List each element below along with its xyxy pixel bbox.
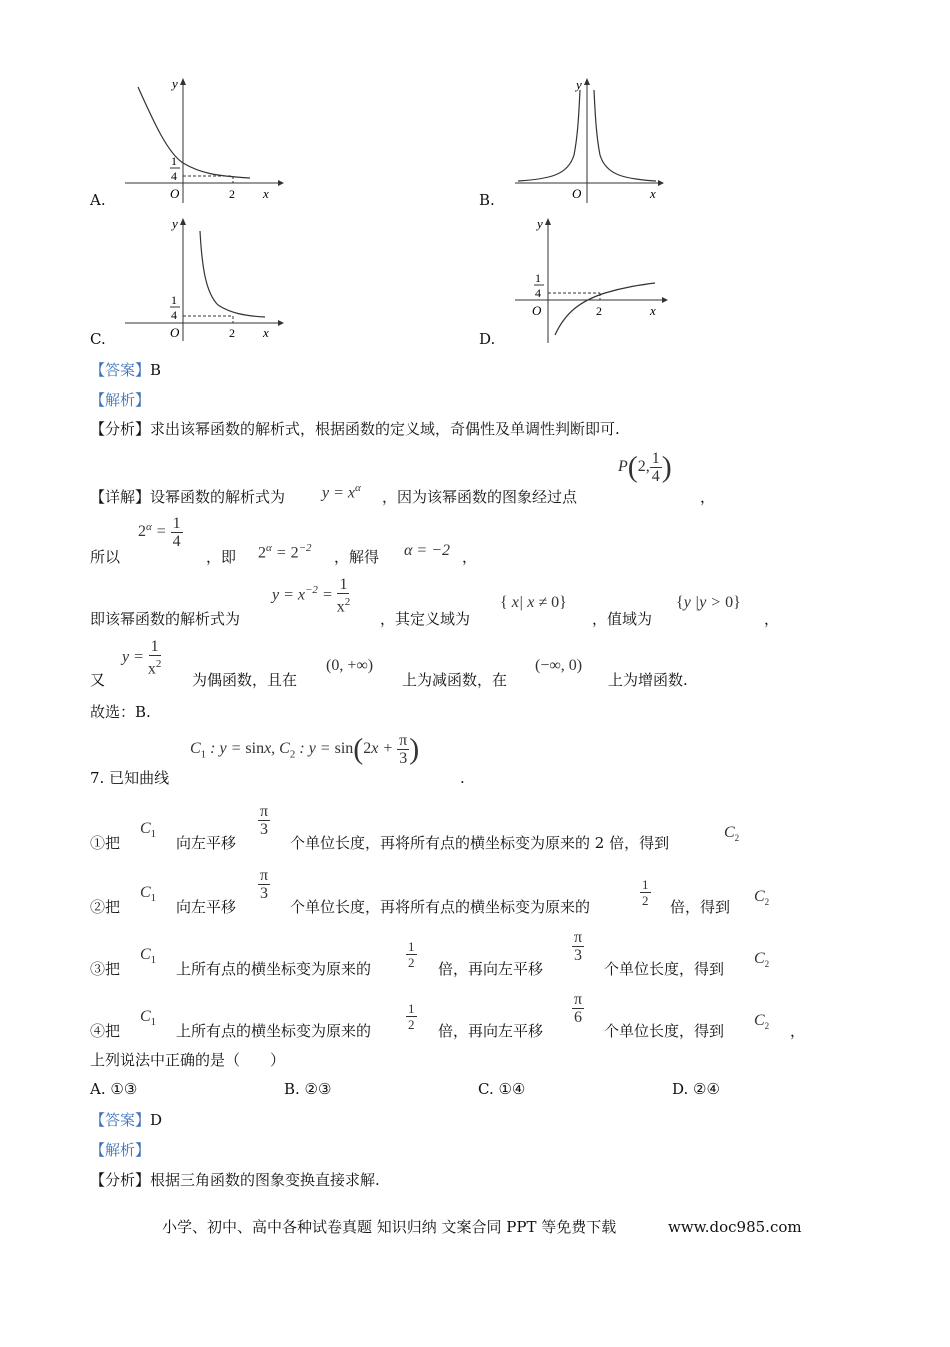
math-range: {y |y > 0} xyxy=(676,594,741,611)
q7-s4-mid: 上所有点的横坐标变为原来的 xyxy=(176,1022,372,1040)
q6-line5-text-1: 又 xyxy=(90,671,106,689)
q6-answer-tag: 【答案】 xyxy=(90,361,151,379)
q6-line5-text-3: 上为减函数，在 xyxy=(402,671,508,689)
graph-c-one: 1 xyxy=(171,293,177,307)
math-s4-pi-6: $\frac{\pi}{6}$ xyxy=(574,991,583,1026)
footer-text: 小学、初中、高中各种试卷真题 知识归纳 文案合同 PPT 等免费下载 xyxy=(162,1218,617,1236)
graph-b-origin: O xyxy=(572,186,582,201)
q6-conclusion: 故选：B. xyxy=(90,703,151,721)
option-label-c: C. xyxy=(90,330,106,348)
graph-a xyxy=(120,75,285,205)
math-alpha-eq-neg2: α = −2 xyxy=(404,542,450,559)
q6-fenxi-tag: 【分析】 xyxy=(90,420,151,438)
option-label-a: A. xyxy=(90,191,106,209)
graph-a-origin: O xyxy=(170,186,180,201)
q6-fenxi xyxy=(90,420,620,438)
q7-s4-post: 个单位长度，得到 xyxy=(604,1022,725,1040)
graph-d-two: 2 xyxy=(596,304,602,318)
graph-c-x-label: x xyxy=(263,325,269,340)
math-power-function: $y = x^\alpha$ xyxy=(322,482,361,502)
q7-intro-period: . xyxy=(460,769,465,787)
q7-intro: 7. 已知曲线 xyxy=(90,769,170,787)
graph-d-one: 1 xyxy=(535,271,541,285)
graph-d-y-label: y xyxy=(537,216,543,231)
math-s3-c2: $C_2$ xyxy=(754,950,770,970)
graph-d xyxy=(510,213,670,345)
q6-line5-text-2: 为偶函数，且在 xyxy=(192,671,298,689)
q6-detail-comma: ， xyxy=(700,488,716,506)
q7-question: 上列说法中正确的是（ ） xyxy=(90,1051,286,1069)
q7-fenxi-tag: 【分析】 xyxy=(90,1171,151,1189)
math-interval-positive: (0, +∞) xyxy=(326,657,374,674)
graph-b-x-label: x xyxy=(650,186,656,201)
math-s1-c1: $C_1$ xyxy=(140,820,157,841)
q7-s2-end: 倍，得到 xyxy=(670,898,731,916)
q6-line4-text-3: ，值域为 xyxy=(592,610,653,628)
math-y-eq-1-over-x2: y = $\frac{1}{x^2}$ xyxy=(122,638,162,678)
graph-a-two: 2 xyxy=(229,187,235,201)
graph-b-y-label: y xyxy=(576,77,582,92)
math-s1-c2: $C_2$ xyxy=(724,824,740,844)
q6-detail-text-2: ，因为该幂函数的图象经过点 xyxy=(382,488,578,506)
graph-d-four: 4 xyxy=(535,286,541,300)
q7-s1-pre: ①把 xyxy=(90,834,121,852)
graph-a-x-label: x xyxy=(263,186,269,201)
q7-s2-mid: 向左平移 xyxy=(176,898,237,916)
q7-answer-tag: 【答案】 xyxy=(90,1111,151,1129)
math-point-p: P(2, $\frac{1}{4}$ ) xyxy=(618,450,672,485)
q6-line4-comma: ， xyxy=(764,610,780,628)
q6-answer-value: B xyxy=(150,361,162,379)
math-s4-c1: $C_1$ xyxy=(140,1008,157,1029)
q6-line4-text-2: ，其定义域为 xyxy=(380,610,471,628)
q6-detail-text-1: 设幂函数的解析式为 xyxy=(150,488,286,506)
graph-c-two: 2 xyxy=(229,326,235,340)
q7-option-c: C. ①④ xyxy=(478,1080,526,1098)
math-y-eq-x-neg2: $y = x^{-2}$ = $\frac{1}{x^2}$ xyxy=(272,576,351,616)
math-domain: { x| x ≠ 0} xyxy=(500,594,567,611)
q6-answer xyxy=(90,361,161,379)
q7-analysis-tag: 【解析】 xyxy=(90,1141,151,1159)
math-s1-pi-3: $\frac{\pi}{3}$ xyxy=(260,803,269,838)
math-s2-c1: $C_1$ xyxy=(140,884,157,905)
graph-d-origin: O xyxy=(532,303,542,318)
graph-a-four: 4 xyxy=(171,169,177,183)
q7-s3-post: 个单位长度，得到 xyxy=(604,960,725,978)
graph-c-y-label: y xyxy=(172,216,178,231)
q6-suoyi: 所以 xyxy=(90,548,121,566)
math-s2-pi-3: $\frac{\pi}{3}$ xyxy=(260,867,269,902)
graph-a-y-label: y xyxy=(172,76,178,91)
q7-s1-post: 个单位长度，再将所有点的横坐标变为原来的 2 倍，得到 xyxy=(290,834,670,852)
q6-jiede: ，解得 xyxy=(334,548,380,566)
q7-s3-mid: 上所有点的横坐标变为原来的 xyxy=(176,960,372,978)
graph-d-x-label: x xyxy=(650,303,656,318)
graph-b xyxy=(510,75,665,205)
q7-s3-mid2: 倍，再向左平移 xyxy=(438,960,544,978)
footer-url[interactable]: www.doc985.com xyxy=(668,1218,802,1236)
q6-analysis-tag: 【解析】 xyxy=(90,391,151,409)
q6-jiede-comma: ， xyxy=(462,548,478,566)
q6-detail-tag: 【详解】 xyxy=(90,488,151,506)
q7-fenxi-text: 根据三角函数的图象变换直接求解. xyxy=(150,1171,380,1189)
math-s2-half: $\frac{1}{2}$ xyxy=(642,877,649,908)
q6-line4-text-1: 即该幂函数的解析式为 xyxy=(90,610,241,628)
q7-s4-comma: ， xyxy=(790,1022,806,1040)
q7-s2-post: 个单位长度，再将所有点的横坐标变为原来的 xyxy=(290,898,591,916)
math-s3-half: $\frac{1}{2}$ xyxy=(408,939,415,970)
q6-fenxi-text: 求出该幂函数的解析式，根据函数的定义域，奇偶性及单调性判断即可. xyxy=(150,420,620,438)
q6-detail xyxy=(90,488,285,506)
q7-answer xyxy=(90,1111,162,1129)
q7-answer-value: D xyxy=(150,1111,163,1129)
graph-c-four: 4 xyxy=(171,308,177,322)
q7-option-d: D. ②④ xyxy=(672,1080,720,1098)
graph-a-one: 1 xyxy=(171,154,177,168)
q7-s1-mid: 向左平移 xyxy=(176,834,237,852)
math-s4-half: $\frac{1}{2}$ xyxy=(408,1001,415,1032)
math-s3-pi-3: $\frac{\pi}{3}$ xyxy=(574,929,583,964)
q6-ji: ，即 xyxy=(206,548,237,566)
math-s3-c1: $C_1$ xyxy=(140,946,157,967)
graph-c-origin: O xyxy=(170,325,180,340)
q7-option-a: A. ①③ xyxy=(90,1080,138,1098)
math-2-alpha-eq-2-neg2: $2^\alpha = 2^{-2}$ xyxy=(258,542,312,562)
q7-fenxi xyxy=(90,1171,380,1189)
math-s4-c2: $C_2$ xyxy=(754,1012,770,1032)
math-2-alpha-eq-quarter: $2^\alpha$ = $\frac{1}{4}$ xyxy=(138,515,181,550)
q7-s2-pre: ②把 xyxy=(90,898,121,916)
math-interval-negative: (−∞, 0) xyxy=(535,657,583,674)
math-curves-c1-c2: $C_1$ : y = sinx, $C_2$ : y = sin(2x + $\frac{\pi}{3}$ ) xyxy=(190,732,420,767)
q7-option-b: B. ②③ xyxy=(284,1080,332,1098)
option-label-b: B. xyxy=(479,191,495,209)
q6-line5-text-4: 上为增函数. xyxy=(608,671,688,689)
graph-c xyxy=(120,213,285,343)
q7-s4-mid2: 倍，再向左平移 xyxy=(438,1022,544,1040)
option-label-d: D. xyxy=(479,330,496,348)
q7-s4-pre: ④把 xyxy=(90,1022,121,1040)
q7-s3-pre: ③把 xyxy=(90,960,121,978)
math-s2-c2: $C_2$ xyxy=(754,888,770,908)
